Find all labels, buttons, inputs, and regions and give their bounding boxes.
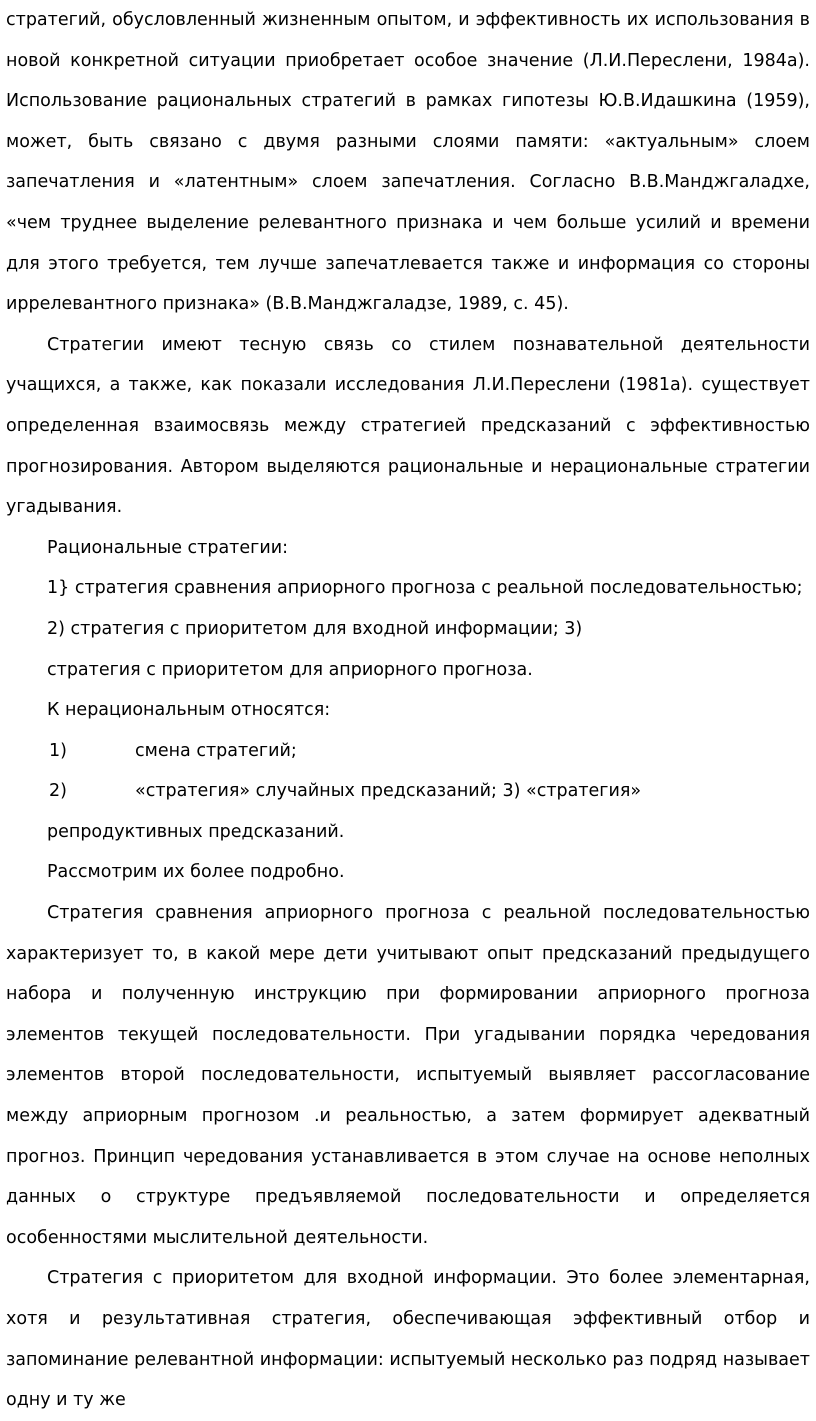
paragraph-2: Стратегии имеют тесную связь со стилем познавательной деятельности учащихся, а также, как показали исследования Л.И.Переслени (1981а). существует определенная взаимосвязь между стратегией предсказаний с эффективностью прогнозирования. Автором выделяются рациональные и нерациональные стратегии угадывания. bbox=[6, 334, 810, 518]
document-page bbox=[6, 0, 810, 1421]
rational-item-3: стратегия с приоритетом для априорного прогноза. bbox=[47, 659, 533, 680]
rational-heading: Рациональные стратегии: bbox=[47, 537, 288, 558]
rational-item-2: 2) стратегия с приоритетом для входной информации; 3) bbox=[47, 618, 583, 639]
irrational-item-2 bbox=[6, 771, 810, 812]
paragraph-1: стратегий, обусловленный жизненным опытом, и эффективность их использования в новой конкретной ситуации приобретает особое значение (Л.И.Переслени, 1984а). Использование рациональных стратегий в рамках гипотезы Ю.В.Идашкина (1959), может, быть связано с двумя разными слоями памяти: «актуальным» слоем запечатления и «латентным» слоем запечатления. Согласно В.В.Манджгаладхе, «чем труднее выделение релевантного признака и чем больше усилий и времени для этого требуется, тем лучше запечатлевается также и информация со стороны иррелевантного признака» (В.В.Манджгаладзе, 1989, с. 45). bbox=[6, 10, 810, 315]
irrational-item-3: репродуктивных предсказаний. bbox=[47, 821, 345, 842]
paragraph-4: Стратегия с приоритетом для входной информации. Это более элементарная, хотя и результативная стратегия, обеспечивающая эффективный отбор и запоминание релевантной информации: испытуемый несколько раз подряд называет одну и ту же bbox=[6, 1268, 810, 1411]
rational-item-1: 1} стратегия сравнения априорного прогноза с реальной последовательностью; bbox=[47, 578, 803, 599]
consider-line: Рассмотрим их более подробно. bbox=[47, 862, 345, 883]
list-number: 1) bbox=[49, 740, 67, 761]
irrational-item-1 bbox=[6, 731, 810, 772]
list-number: 2) bbox=[49, 781, 67, 802]
list-text: «стратегия» случайных предсказаний; 3) «стратегия» bbox=[135, 781, 642, 802]
paragraph-3: Стратегия сравнения априорного прогноза с реальной последовательностью характеризует то, в какой мере дети учитывают опыт предсказаний предыдущего набора и полученную инструкцию при формировании априорного прогноза элементов текущей последовательности. При угадывании порядка чередования элементов второй последовательности, испытуемый выявляет рассогласование между априорным прогнозом .и реальностью, а затем формирует адекватный прогноз. Принцип чередования устанавливается в этом случае на основе неполных данных о структуре предъявляемой последовательности и определяется особенностями мыслительной деятельности. bbox=[6, 903, 810, 1248]
list-text: смена стратегий; bbox=[135, 740, 297, 761]
irrational-heading: К нерациональным относятся: bbox=[47, 700, 331, 721]
